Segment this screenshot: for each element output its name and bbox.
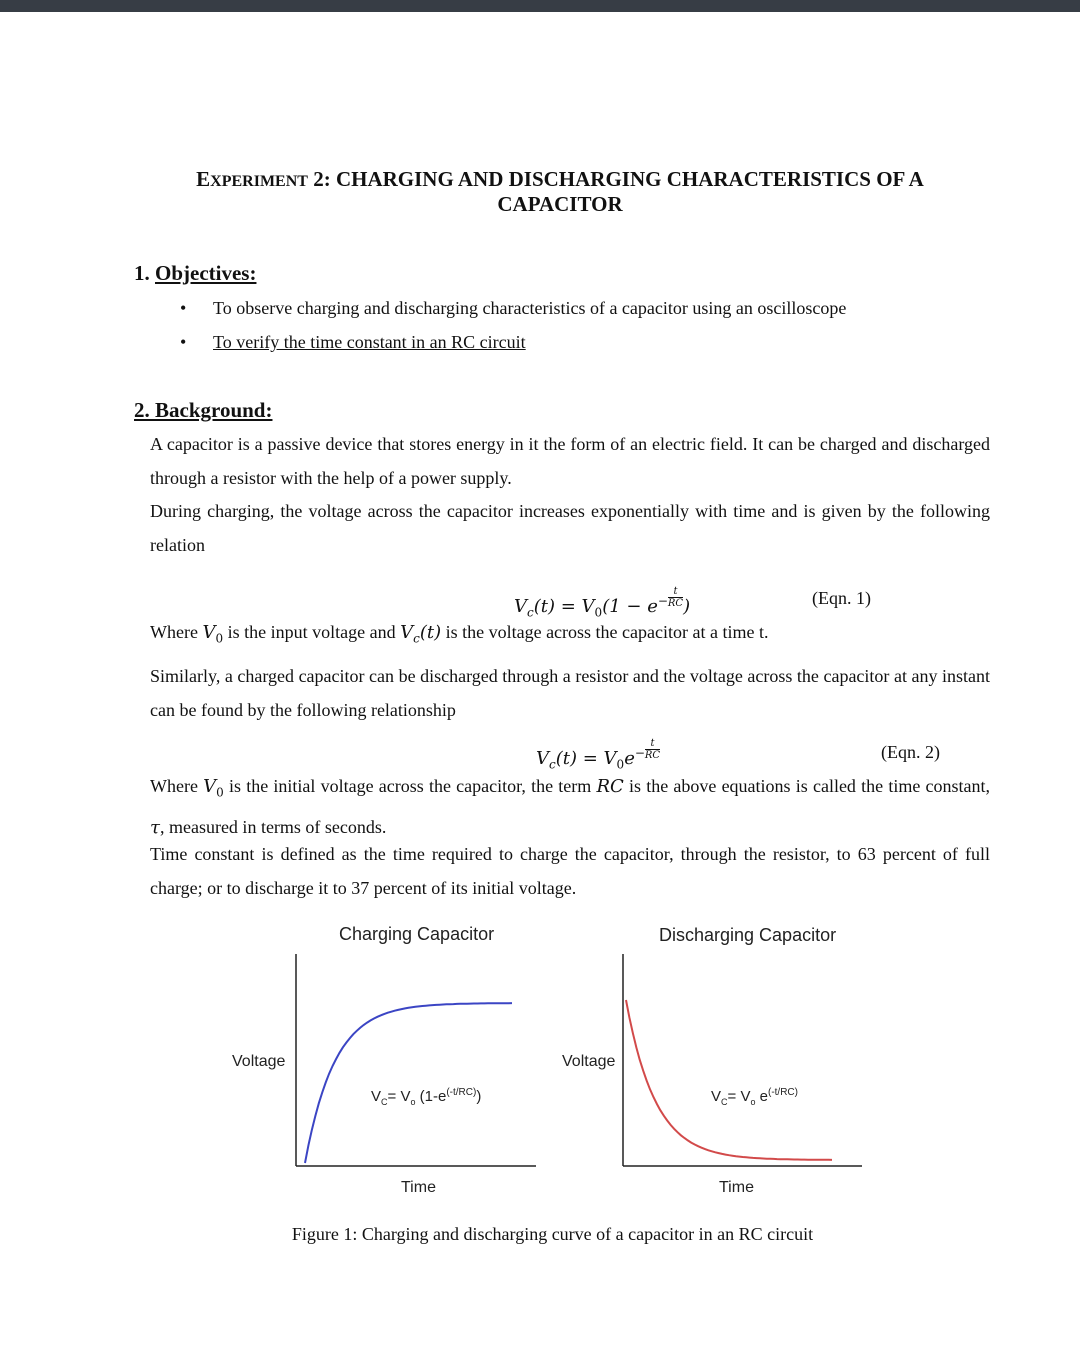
- bullet-icon: •: [180, 298, 187, 318]
- background-paragraph-3: Similarly, a charged capacitor can be discharged through a resistor and the voltage across the capacitor at any instant can be found by the following relationship: [150, 666, 990, 720]
- where1-b: is the input voltage and: [223, 622, 401, 642]
- discharging-formula-mid: = V: [727, 1088, 751, 1105]
- figure-caption: Figure 1: Charging and discharging curve of a capacitor in an RC circuit: [291, 1224, 814, 1244]
- objective-text-1: To observe charging and discharging characteristics of a capacitor using an oscilloscope: [213, 298, 847, 318]
- where1-a: Where: [150, 622, 203, 642]
- where2-c: is the above equations is called the time constant,: [623, 776, 991, 796]
- charging-y-label: Voltage: [232, 1053, 286, 1070]
- discharging-formula-sub-o: o: [750, 1097, 756, 1107]
- charging-formula-sub-o: o: [410, 1097, 416, 1107]
- page-title: [150, 167, 970, 192]
- bullet-icon: •: [180, 332, 187, 352]
- charging-formula-close: ): [476, 1088, 482, 1105]
- where2-a: Where: [150, 776, 204, 796]
- title-line1-rest: 2: CHARGING AND DISCHARGING CHARACTERISTICS OF A: [307, 167, 924, 191]
- discharging-chart-title: Discharging Capacitor: [659, 925, 837, 945]
- background-heading: 2. Background:: [134, 398, 273, 422]
- charging-formula: [371, 1087, 481, 1107]
- background-paragraph-4: Time constant is defined as the time required to charge the capacitor, through the resistor, to 63 percent of full charge; or to discharge it to 37 percent of its initial voltage.: [150, 844, 990, 898]
- discharging-x-label: Time: [719, 1179, 754, 1196]
- equation-1: $V_c(t) = V_0(1 - e^-$ $\frac{t}{RC}$ ): [514, 586, 691, 620]
- top-bar: [0, 0, 1080, 12]
- charging-chart-title: Charging Capacitor: [339, 924, 495, 944]
- objectives-number: 1.: [134, 261, 155, 285]
- where2-d: , measured in terms of seconds.: [159, 816, 387, 837]
- page-title-line2: CAPACITOR: [497, 192, 623, 216]
- title-sc-rest: XPERIMENT: [210, 173, 308, 190]
- discharging-formula-exp: (-t/RC): [767, 1087, 798, 1098]
- objectives-heading: [134, 261, 256, 286]
- charging-formula-mid: = V: [387, 1088, 411, 1105]
- charging-formula-rhs: (1-e: [415, 1088, 447, 1105]
- charging-x-label: Time: [401, 1179, 436, 1196]
- charging-formula-exp: (-t/RC): [446, 1087, 477, 1098]
- where2-b: is the initial voltage across the capacitor, the term: [223, 776, 597, 796]
- background-paragraph-2: During charging, the voltage across the capacitor increases exponentially with time and is given by the following relation: [150, 501, 990, 555]
- objective-text-2: To verify the time constant in an RC circuit: [213, 332, 526, 352]
- equation-1-label: (Eqn. 1): [812, 588, 871, 608]
- discharging-formula-lhs: V: [711, 1088, 722, 1105]
- charging-formula-sub-c: C: [381, 1097, 388, 1107]
- discharging-formula-rhs: e: [755, 1088, 768, 1105]
- discharging-formula: [711, 1087, 798, 1107]
- equation-2-label: (Eqn. 2): [881, 742, 940, 762]
- title-sc-first: E: [196, 167, 211, 191]
- where-2: Where $V_0$ is the initial voltage across the capacitor, the term RC is the above equations is called the time constant, τ, measured in terms of seconds.: [150, 776, 991, 838]
- where-1: Where $V_0$ is the input voltage and $V_c(t)$ is the voltage across the capacitor at a time t.: [150, 622, 769, 646]
- charging-curve: [305, 1003, 512, 1163]
- discharging-formula-sub-c: C: [721, 1097, 728, 1107]
- objectives-heading-text: Objectives:: [155, 261, 257, 285]
- discharging-curve: [626, 1000, 832, 1160]
- background-paragraph-1: A capacitor is a passive device that stores energy in it the form of an electric field. It can be charged and discharged through a resistor with the help of a power supply.: [150, 434, 990, 488]
- charging-formula-lhs: V: [371, 1088, 382, 1105]
- equation-2: $V_c(t) = V_0e^-$ $\frac{t}{RC}$: [536, 738, 661, 772]
- discharging-y-label: Voltage: [562, 1053, 616, 1070]
- where1-c: is the voltage across the capacitor at a time t.: [441, 622, 769, 642]
